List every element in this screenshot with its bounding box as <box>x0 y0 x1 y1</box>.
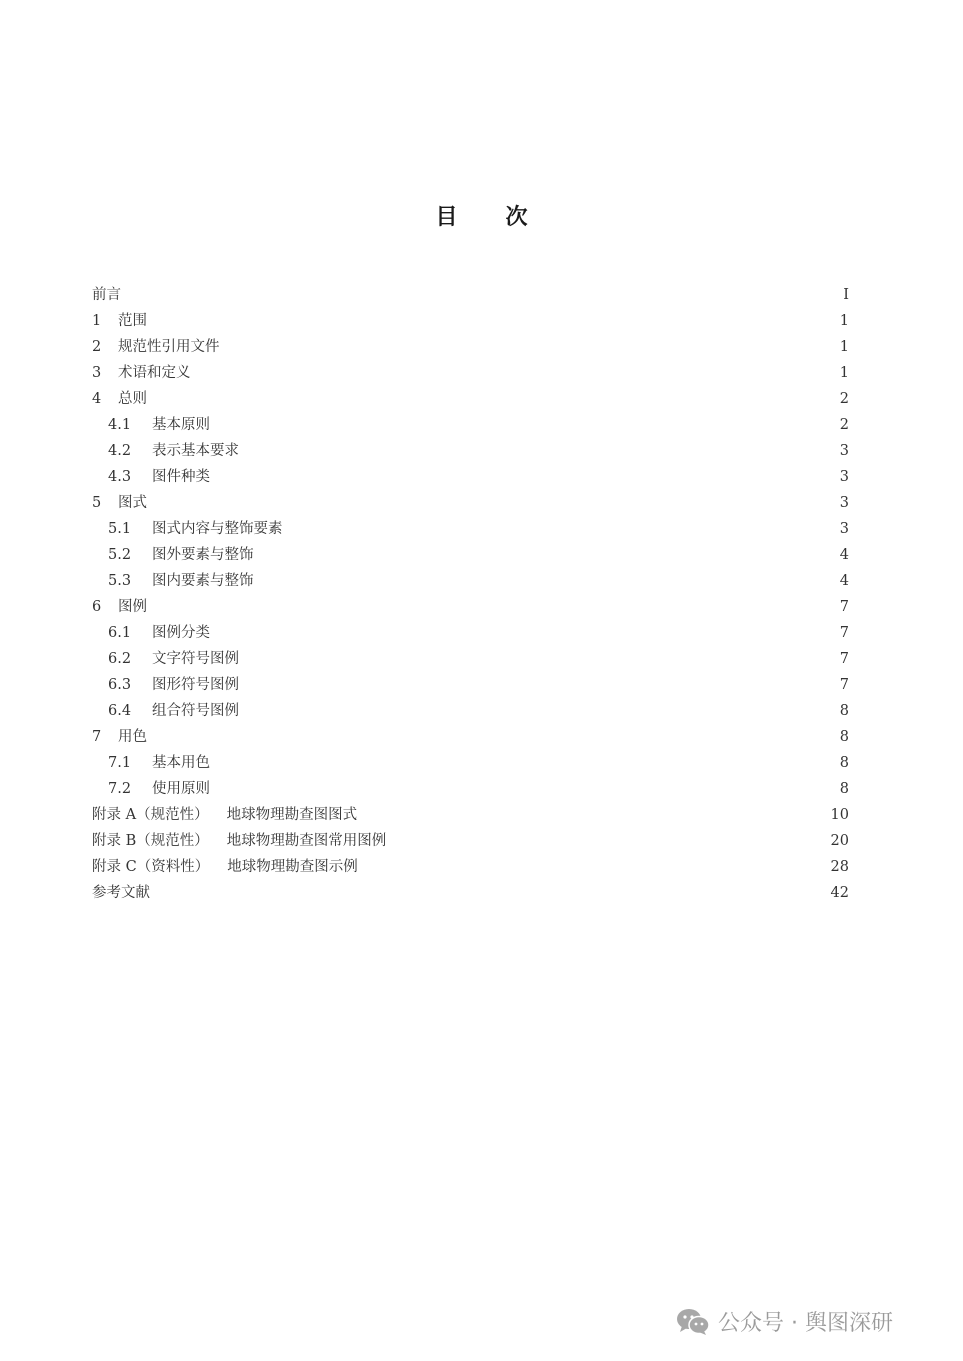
toc-label: 术语和定义 <box>118 365 191 381</box>
toc-number: 4.2 <box>108 443 132 459</box>
toc-number: 6.1 <box>108 625 132 641</box>
toc-page: 8 <box>839 781 849 797</box>
toc-page: 7 <box>839 625 849 641</box>
toc-entry[interactable] <box>92 698 849 724</box>
toc-number: 5.1 <box>108 521 132 537</box>
toc-page: 2 <box>839 391 849 407</box>
toc-label: 规范性引用文件 <box>118 339 220 355</box>
toc-label: 图式内容与整饰要素 <box>152 521 283 537</box>
leader-dots <box>400 828 826 854</box>
leader-dots <box>151 594 827 620</box>
leader-dots <box>243 672 827 698</box>
page-title <box>0 200 963 231</box>
toc-entry-references[interactable] <box>92 880 849 906</box>
leader-dots <box>214 464 827 490</box>
toc-label: 表示基本要求 <box>152 443 239 459</box>
toc-label: 用色 <box>118 729 147 745</box>
toc-label: 图形符号图例 <box>152 677 239 693</box>
appendix-title: 地球物理勘查图图式 <box>226 807 358 823</box>
toc-page: 1 <box>839 365 849 381</box>
toc-label: 图件种类 <box>152 469 210 485</box>
appendix-prefix: 附录 B（规范性） <box>92 833 209 849</box>
toc-page: I <box>843 287 849 303</box>
toc-entry[interactable] <box>92 412 849 438</box>
leader-dots <box>224 334 828 360</box>
toc-label: 基本用色 <box>152 755 210 771</box>
toc-page: 4 <box>839 573 849 589</box>
toc-entry[interactable] <box>92 724 849 750</box>
toc-label: 总则 <box>118 391 147 407</box>
toc-entry[interactable] <box>92 620 849 646</box>
toc-entry[interactable] <box>92 672 849 698</box>
toc-entry[interactable] <box>92 594 849 620</box>
toc-page: 1 <box>839 313 849 329</box>
toc-entry[interactable] <box>92 516 849 542</box>
toc-label: 组合符号图例 <box>152 703 239 719</box>
toc-page: 42 <box>830 885 849 901</box>
toc-number: 6 <box>92 599 102 615</box>
toc-label: 参考文献 <box>92 885 150 901</box>
toc-label: 图外要素与整饰 <box>152 547 254 563</box>
toc-entry[interactable] <box>92 438 849 464</box>
leader-dots <box>287 516 828 542</box>
toc-number: 4 <box>92 391 102 407</box>
toc-page: 10 <box>830 807 849 823</box>
toc-entry[interactable] <box>92 646 849 672</box>
watermark-text: 公众号 · 舆图深研 <box>718 1311 893 1336</box>
leader-dots <box>214 776 827 802</box>
toc-entry-foreword[interactable] <box>92 282 849 308</box>
toc-page: 7 <box>839 599 849 615</box>
leader-dots <box>125 282 827 308</box>
toc-label: 图内要素与整饰 <box>152 573 254 589</box>
leader-dots <box>151 490 827 516</box>
toc-number: 6.3 <box>108 677 132 693</box>
leader-dots <box>258 542 828 568</box>
toc-number: 7.2 <box>108 781 132 797</box>
toc-label: 文字符号图例 <box>152 651 239 667</box>
toc-entry[interactable] <box>92 308 849 334</box>
leader-dots <box>151 308 827 334</box>
toc-page: 7 <box>839 651 849 667</box>
toc-label: 图例分类 <box>152 625 210 641</box>
toc-number: 5.3 <box>108 573 132 589</box>
toc-entry[interactable] <box>92 490 849 516</box>
appendix-title: 地球物理勘查图常用图例 <box>226 833 387 849</box>
toc-page: 3 <box>839 469 849 485</box>
toc-number: 7 <box>92 729 102 745</box>
toc-entry[interactable] <box>92 464 849 490</box>
wechat-icon <box>676 1308 710 1336</box>
toc-number: 6.2 <box>108 651 132 667</box>
leader-dots <box>214 412 827 438</box>
leader-dots <box>195 360 828 386</box>
leader-dots <box>372 854 827 880</box>
toc-label: 范围 <box>118 313 147 329</box>
leader-dots <box>214 750 827 776</box>
toc-entry-appendix-a[interactable] <box>92 802 849 828</box>
toc-page: 8 <box>839 755 849 771</box>
leader-dots <box>243 698 827 724</box>
toc-number: 4.3 <box>108 469 132 485</box>
leader-dots <box>243 646 827 672</box>
toc-entry-appendix-b[interactable] <box>92 828 849 854</box>
toc-label: 前言 <box>92 287 121 303</box>
toc-entry[interactable] <box>92 542 849 568</box>
toc-number: 4.1 <box>108 417 132 433</box>
toc-entry[interactable] <box>92 568 849 594</box>
leader-dots <box>151 386 827 412</box>
toc-entry[interactable] <box>92 750 849 776</box>
leader-dots <box>151 724 827 750</box>
toc-page: 1 <box>839 339 849 355</box>
toc-page: 4 <box>839 547 849 563</box>
toc-entry[interactable] <box>92 776 849 802</box>
leader-dots <box>154 880 827 906</box>
toc-page: 8 <box>839 729 849 745</box>
toc-page: 3 <box>839 521 849 537</box>
toc-page: 7 <box>839 677 849 693</box>
appendix-prefix: 附录 C（资料性） <box>92 859 210 875</box>
toc-label: 图式 <box>118 495 147 511</box>
toc-number: 7.1 <box>108 755 132 771</box>
toc-number: 5.2 <box>108 547 132 563</box>
toc-entry[interactable] <box>92 360 849 386</box>
toc-label: 使用原则 <box>152 781 210 797</box>
leader-dots <box>258 568 828 594</box>
toc-number: 5 <box>92 495 102 511</box>
toc-number: 3 <box>92 365 102 381</box>
toc-page: 3 <box>839 443 849 459</box>
toc-entry[interactable] <box>92 334 849 360</box>
title-char-1: 目 <box>435 205 458 230</box>
toc-page: 20 <box>830 833 849 849</box>
watermark <box>676 1306 893 1337</box>
toc-number: 1 <box>92 313 102 329</box>
leader-dots <box>371 802 826 828</box>
title-char-2: 次 <box>505 205 528 230</box>
toc-page: 8 <box>839 703 849 719</box>
leader-dots <box>243 438 827 464</box>
toc-number: 2 <box>92 339 102 355</box>
table-of-contents <box>92 282 849 906</box>
leader-dots <box>214 620 827 646</box>
toc-page: 2 <box>839 417 849 433</box>
toc-label: 基本原则 <box>152 417 210 433</box>
appendix-title: 地球物理勘查图示例 <box>227 859 358 875</box>
appendix-prefix: 附录 A（规范性） <box>92 807 209 823</box>
toc-page: 3 <box>839 495 849 511</box>
toc-label: 图例 <box>118 599 147 615</box>
toc-entry[interactable] <box>92 386 849 412</box>
toc-page: 28 <box>830 859 849 875</box>
toc-number: 6.4 <box>108 703 132 719</box>
toc-entry-appendix-c[interactable] <box>92 854 849 880</box>
